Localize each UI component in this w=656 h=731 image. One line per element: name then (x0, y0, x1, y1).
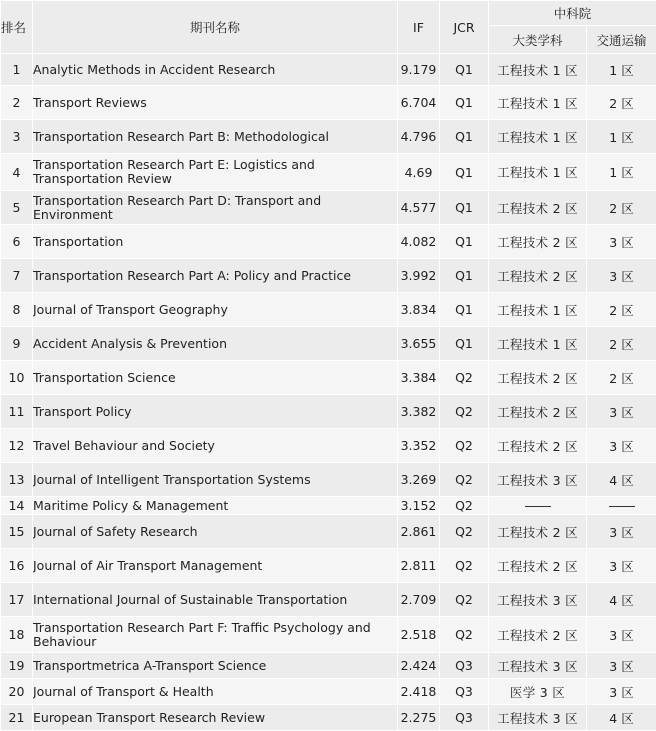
header-impact-factor: IF (398, 1, 440, 54)
rank-cell: 5 (1, 191, 33, 225)
jcr-cell: Q2 (440, 361, 489, 395)
cas-category-cell: 工程技术 2 区 (489, 617, 587, 653)
impact-factor-cell: 6.704 (398, 86, 440, 120)
journal-name-cell: Transportation Research Part B: Methodological (33, 120, 398, 154)
cas-category-cell: 工程技术 2 区 (489, 225, 587, 259)
journal-name-cell: Journal of Air Transport Management (33, 549, 398, 583)
cas-transport-cell: 2 区 (587, 361, 656, 395)
jcr-cell: Q3 (440, 679, 489, 705)
impact-factor-cell: 2.811 (398, 549, 440, 583)
jcr-cell: Q2 (440, 515, 489, 549)
table-row (1, 54, 656, 86)
table-row (1, 293, 656, 327)
rank-cell: 11 (1, 395, 33, 429)
rank-cell: 1 (1, 54, 33, 86)
impact-factor-cell: 4.082 (398, 225, 440, 259)
cas-transport-cell: 3 区 (587, 679, 656, 705)
cas-transport-cell: 2 区 (587, 191, 656, 225)
cas-category-cell: 工程技术 2 区 (489, 429, 587, 463)
table-row (1, 515, 656, 549)
impact-factor-cell: 2.709 (398, 583, 440, 617)
header-rank: 排名 (1, 1, 33, 54)
impact-factor-cell: 2.418 (398, 679, 440, 705)
table-row (1, 225, 656, 259)
impact-factor-cell: 4.796 (398, 120, 440, 154)
journal-name-cell: Transportation Research Part E: Logistics and Transportation Review (33, 154, 398, 191)
journal-name-cell: Travel Behaviour and Society (33, 429, 398, 463)
journal-name-cell: Transportation Science (33, 361, 398, 395)
cas-category-cell: 工程技术 1 区 (489, 54, 587, 86)
cas-category-cell: 工程技术 1 区 (489, 293, 587, 327)
impact-factor-cell: 3.655 (398, 327, 440, 361)
table-row (1, 361, 656, 395)
cas-transport-cell: 1 区 (587, 154, 656, 191)
journal-name-cell: Transportation Research Part D: Transport and Environment (33, 191, 398, 225)
cas-transport-cell: 3 区 (587, 395, 656, 429)
cas-category-cell: 工程技术 1 区 (489, 154, 587, 191)
impact-factor-cell: 2.518 (398, 617, 440, 653)
header-cas: 中科院 (489, 1, 656, 26)
journal-name-cell: Analytic Methods in Accident Research (33, 54, 398, 86)
rank-cell: 2 (1, 86, 33, 120)
cas-transport-cell: 3 区 (587, 259, 656, 293)
impact-factor-cell: 3.269 (398, 463, 440, 497)
cas-category-cell: 工程技术 3 区 (489, 463, 587, 497)
rank-cell: 8 (1, 293, 33, 327)
journal-name-cell: Journal of Safety Research (33, 515, 398, 549)
impact-factor-cell: 3.992 (398, 259, 440, 293)
rank-cell: 9 (1, 327, 33, 361)
rank-cell: 16 (1, 549, 33, 583)
header-cas-category: 大类学科 (489, 26, 587, 54)
journal-name-cell: Transportation (33, 225, 398, 259)
rank-cell: 19 (1, 653, 33, 679)
cas-transport-cell: 3 区 (587, 617, 656, 653)
journal-name-cell: Journal of Intelligent Transportation Systems (33, 463, 398, 497)
jcr-cell: Q1 (440, 225, 489, 259)
table-row (1, 429, 656, 463)
cas-transport-cell: 1 区 (587, 120, 656, 154)
impact-factor-cell: 2.275 (398, 705, 440, 731)
cas-category-cell: 工程技术 2 区 (489, 395, 587, 429)
journal-name-cell: Transport Reviews (33, 86, 398, 120)
cas-transport-cell: 3 区 (587, 225, 656, 259)
rank-cell: 21 (1, 705, 33, 731)
cas-transport-cell: 4 区 (587, 583, 656, 617)
cas-transport-cell: 3 区 (587, 549, 656, 583)
jcr-cell: Q1 (440, 120, 489, 154)
table-row (1, 120, 656, 154)
journal-name-cell: Journal of Transport & Health (33, 679, 398, 705)
cas-transport-cell: 3 区 (587, 515, 656, 549)
journal-name-cell: Transportation Research Part F: Traffic Psychology and Behaviour (33, 617, 398, 653)
jcr-cell: Q2 (440, 549, 489, 583)
journal-name-cell: Accident Analysis & Prevention (33, 327, 398, 361)
rank-cell: 7 (1, 259, 33, 293)
cas-category-cell: 工程技术 3 区 (489, 583, 587, 617)
jcr-cell: Q1 (440, 154, 489, 191)
jcr-cell: Q2 (440, 497, 489, 515)
cas-category-cell: 工程技术 2 区 (489, 191, 587, 225)
table-row (1, 86, 656, 120)
jcr-cell: Q3 (440, 653, 489, 679)
table-row (1, 327, 656, 361)
table-row (1, 617, 656, 653)
cas-category-cell: 工程技术 2 区 (489, 259, 587, 293)
journal-name-cell: Transportation Research Part A: Policy and Practice (33, 259, 398, 293)
empty-dash (609, 506, 635, 507)
rank-cell: 12 (1, 429, 33, 463)
impact-factor-cell: 3.352 (398, 429, 440, 463)
cas-transport-cell: 2 区 (587, 327, 656, 361)
cas-transport-cell: 4 区 (587, 705, 656, 731)
rank-cell: 13 (1, 463, 33, 497)
header-journal-name: 期刊名称 (33, 1, 398, 54)
cas-category-cell: 工程技术 3 区 (489, 653, 587, 679)
rank-cell: 4 (1, 154, 33, 191)
table-row (1, 679, 656, 705)
cas-category-cell: 医学 3 区 (489, 679, 587, 705)
jcr-cell: Q2 (440, 463, 489, 497)
journal-name-cell: Transportmetrica A-Transport Science (33, 653, 398, 679)
jcr-cell: Q2 (440, 395, 489, 429)
cas-transport-cell (587, 497, 656, 515)
jcr-cell: Q2 (440, 617, 489, 653)
jcr-cell: Q1 (440, 191, 489, 225)
journal-name-cell: Maritime Policy & Management (33, 497, 398, 515)
impact-factor-cell: 2.861 (398, 515, 440, 549)
table-row (1, 154, 656, 191)
rank-cell: 15 (1, 515, 33, 549)
table-row (1, 259, 656, 293)
table-row (1, 549, 656, 583)
impact-factor-cell: 9.179 (398, 54, 440, 86)
jcr-cell: Q1 (440, 293, 489, 327)
cas-transport-cell: 3 区 (587, 653, 656, 679)
journal-name-cell: Transport Policy (33, 395, 398, 429)
jcr-cell: Q1 (440, 327, 489, 361)
rank-cell: 6 (1, 225, 33, 259)
impact-factor-cell: 3.382 (398, 395, 440, 429)
rank-cell: 17 (1, 583, 33, 617)
cas-category-cell: 工程技术 1 区 (489, 120, 587, 154)
jcr-cell: Q1 (440, 54, 489, 86)
cas-category-cell: 工程技术 2 区 (489, 549, 587, 583)
cas-category-cell (489, 497, 587, 515)
cas-category-cell: 工程技术 1 区 (489, 86, 587, 120)
table-row (1, 583, 656, 617)
header-cas-transport: 交通运输 (587, 26, 656, 54)
rank-cell: 20 (1, 679, 33, 705)
jcr-cell: Q1 (440, 86, 489, 120)
impact-factor-cell: 3.384 (398, 361, 440, 395)
impact-factor-cell: 4.69 (398, 154, 440, 191)
cas-transport-cell: 3 区 (587, 429, 656, 463)
cas-category-cell: 工程技术 3 区 (489, 705, 587, 731)
jcr-cell: Q3 (440, 705, 489, 731)
cas-transport-cell: 1 区 (587, 54, 656, 86)
table-row (1, 395, 656, 429)
cas-transport-cell: 2 区 (587, 293, 656, 327)
impact-factor-cell: 2.424 (398, 653, 440, 679)
table-row (1, 497, 656, 515)
rank-cell: 3 (1, 120, 33, 154)
rank-cell: 10 (1, 361, 33, 395)
journal-name-cell: International Journal of Sustainable Transportation (33, 583, 398, 617)
header-jcr: JCR (440, 1, 489, 54)
cas-transport-cell: 4 区 (587, 463, 656, 497)
empty-dash (525, 506, 551, 507)
table-row (1, 705, 656, 731)
jcr-cell: Q2 (440, 429, 489, 463)
cas-category-cell: 工程技术 2 区 (489, 515, 587, 549)
impact-factor-cell: 3.834 (398, 293, 440, 327)
cas-category-cell: 工程技术 1 区 (489, 327, 587, 361)
table-row (1, 191, 656, 225)
impact-factor-cell: 3.152 (398, 497, 440, 515)
table-row (1, 653, 656, 679)
journal-name-cell: European Transport Research Review (33, 705, 398, 731)
rank-cell: 14 (1, 497, 33, 515)
jcr-cell: Q2 (440, 583, 489, 617)
cas-transport-cell: 2 区 (587, 86, 656, 120)
rank-cell: 18 (1, 617, 33, 653)
journal-name-cell: Journal of Transport Geography (33, 293, 398, 327)
cas-category-cell: 工程技术 2 区 (489, 361, 587, 395)
impact-factor-cell: 4.577 (398, 191, 440, 225)
jcr-cell: Q1 (440, 259, 489, 293)
table-row (1, 463, 656, 497)
